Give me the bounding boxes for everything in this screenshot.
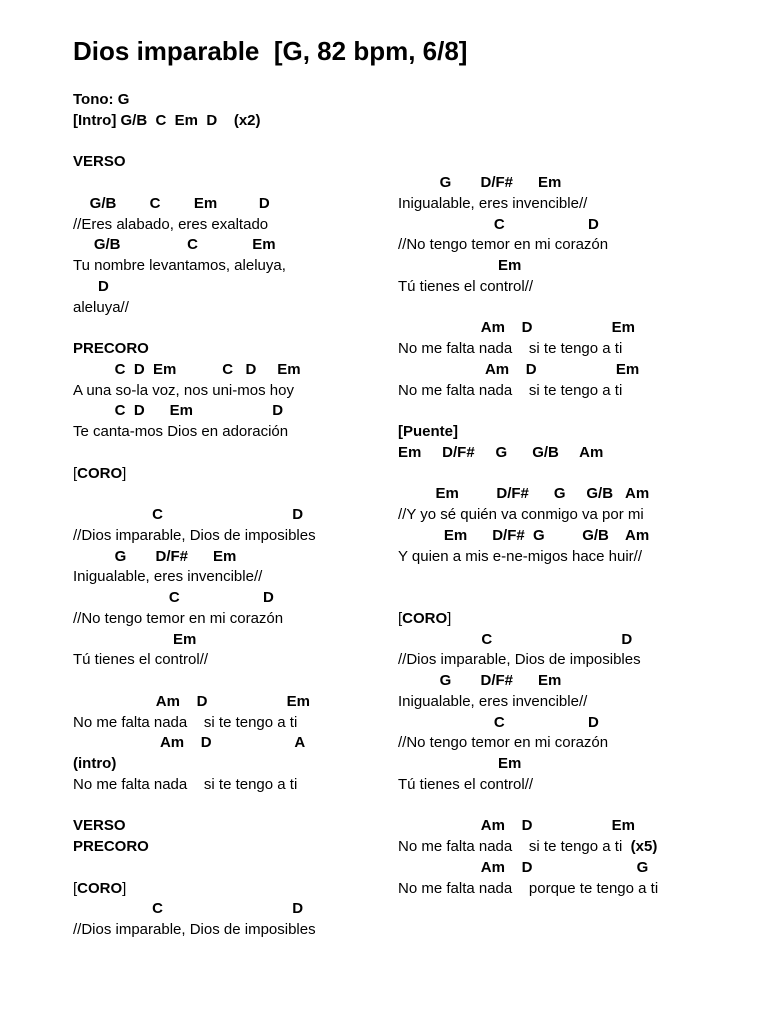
- chord-line: Em: [73, 630, 197, 648]
- chord-line: C D: [73, 589, 274, 606]
- blank-line: [73, 796, 393, 817]
- blank-line: [398, 464, 738, 485]
- section-heading: VERSO: [73, 153, 126, 171]
- chord-line: C D: [398, 713, 599, 731]
- line-bold-text: (x5): [630, 838, 658, 855]
- lyric-line: Te canta-mos Dios en adoración: [73, 423, 289, 440]
- lyric-line: //Dios imparable, Dios de imposibles: [398, 651, 641, 669]
- chord-line: G/B C Em D: [73, 194, 270, 212]
- lyric-line: No me falta nada si te tengo a ti: [398, 381, 623, 399]
- section-heading: PRECORO: [73, 340, 149, 357]
- chord-line: Em D/F# G G/B Am: [398, 526, 650, 544]
- chord-line: Em D/F# G G/B Am: [398, 443, 604, 461]
- blank-line: [398, 298, 738, 319]
- lyric-line: No me falta nada si te tengo a ti: [73, 775, 298, 793]
- lyric-line: A una so-la voz, nos uni-mos hoy: [73, 381, 294, 399]
- chord-line: Em D/F# G G/B Am: [398, 485, 650, 503]
- lyric-line: //Y yo sé quién va conmigo va por mi: [398, 506, 644, 523]
- chord-line: Em: [398, 257, 522, 274]
- lyric-line: Tu nombre levantamos, aleluya,: [73, 257, 286, 274]
- chord-line: C D: [73, 506, 304, 523]
- chord-line: C D Em D: [73, 402, 284, 420]
- line-bold-text: CORO: [77, 464, 123, 482]
- blank-line: [398, 796, 738, 817]
- chord-line: C D: [73, 900, 304, 918]
- lyric-line: No me falta nada porque te tengo a ti: [398, 879, 659, 897]
- chord-line: G/B C Em: [73, 236, 276, 254]
- lyric-line: //Dios imparable, Dios de imposibles: [73, 921, 316, 938]
- mixed-line: [398, 609, 738, 630]
- lyric-line: aleluya//: [73, 298, 129, 316]
- chord-line: G D/F# Em: [73, 547, 237, 565]
- left-column: [73, 90, 393, 941]
- section-heading: [Puente]: [398, 423, 458, 440]
- blank-line: [398, 588, 738, 609]
- chord-line: Em: [398, 755, 522, 772]
- lyric-line: No me falta nada si te tengo a ti: [398, 340, 623, 357]
- lyric-line: //No tengo temor en mi corazón: [398, 734, 609, 752]
- lyric-line: Tú tienes el control//: [398, 277, 534, 295]
- chord-line: C D Em C D Em: [73, 360, 301, 378]
- line-bold-text: CORO: [77, 879, 123, 897]
- chord-line: C D: [398, 215, 599, 233]
- section-heading: PRECORO: [73, 838, 149, 855]
- section-heading: [Intro] G/B C Em D (x2): [73, 111, 261, 129]
- blank-line: [73, 443, 393, 464]
- right-column: [398, 173, 738, 899]
- chord-line: C D: [398, 630, 633, 648]
- chord-line: Am D Em: [398, 319, 635, 337]
- chord-line: Am D A: [73, 734, 306, 752]
- chord-line: G D/F# Em: [398, 672, 562, 689]
- lyric-line: Tú tienes el control//: [398, 775, 534, 793]
- lyric-line: Inigualable, eres invencible//: [73, 568, 263, 586]
- line-text: ]: [122, 464, 127, 482]
- blank-line: [398, 401, 738, 422]
- lyric-line: //No tengo temor en mi corazón: [398, 236, 609, 254]
- blank-line: [73, 318, 393, 339]
- chord-line: Am D G: [398, 858, 649, 876]
- chord-line: Am D Em: [398, 360, 640, 378]
- chord-line: Am D Em: [73, 692, 310, 710]
- mixed-line: [398, 837, 738, 858]
- section-heading: Tono: G: [73, 91, 130, 108]
- chord-line: D: [73, 277, 109, 295]
- line-text: [: [73, 879, 78, 897]
- lyric-line: Y quien a mis e-ne-migos hace huir//: [398, 547, 643, 565]
- line-text: ]: [122, 879, 127, 897]
- line-text: ]: [447, 609, 452, 627]
- blank-line: [73, 173, 393, 194]
- mixed-line: [73, 464, 393, 485]
- blank-line: [73, 484, 393, 505]
- blank-line: [73, 858, 393, 879]
- blank-line: [73, 671, 393, 692]
- lyric-line: Inigualable, eres invencible//: [398, 692, 588, 710]
- blank-line: [73, 132, 393, 153]
- section-heading: VERSO: [73, 817, 126, 835]
- chord-line: G D/F# Em: [398, 174, 562, 191]
- section-heading: (intro): [73, 755, 117, 772]
- lyric-line: Inigualable, eres invencible//: [398, 194, 588, 212]
- page-title: Dios imparable [G, 82 bpm, 6/8]: [73, 36, 468, 66]
- line-text: [: [73, 464, 78, 482]
- line-text: No me falta nada si te tengo a ti: [398, 838, 631, 855]
- lyric-line: //Dios imparable, Dios de imposibles: [73, 526, 316, 544]
- lyric-line: Tú tienes el control//: [73, 651, 209, 669]
- mixed-line: [73, 879, 393, 900]
- line-text: [: [398, 609, 403, 627]
- chord-line: Am D Em: [398, 817, 635, 835]
- lyric-line: No me falta nada si te tengo a ti: [73, 713, 298, 731]
- lyric-line: //No tengo temor en mi corazón: [73, 609, 284, 627]
- line-bold-text: CORO: [402, 609, 448, 627]
- blank-line: [398, 567, 738, 588]
- lyric-line: //Eres alabado, eres exaltado: [73, 215, 269, 233]
